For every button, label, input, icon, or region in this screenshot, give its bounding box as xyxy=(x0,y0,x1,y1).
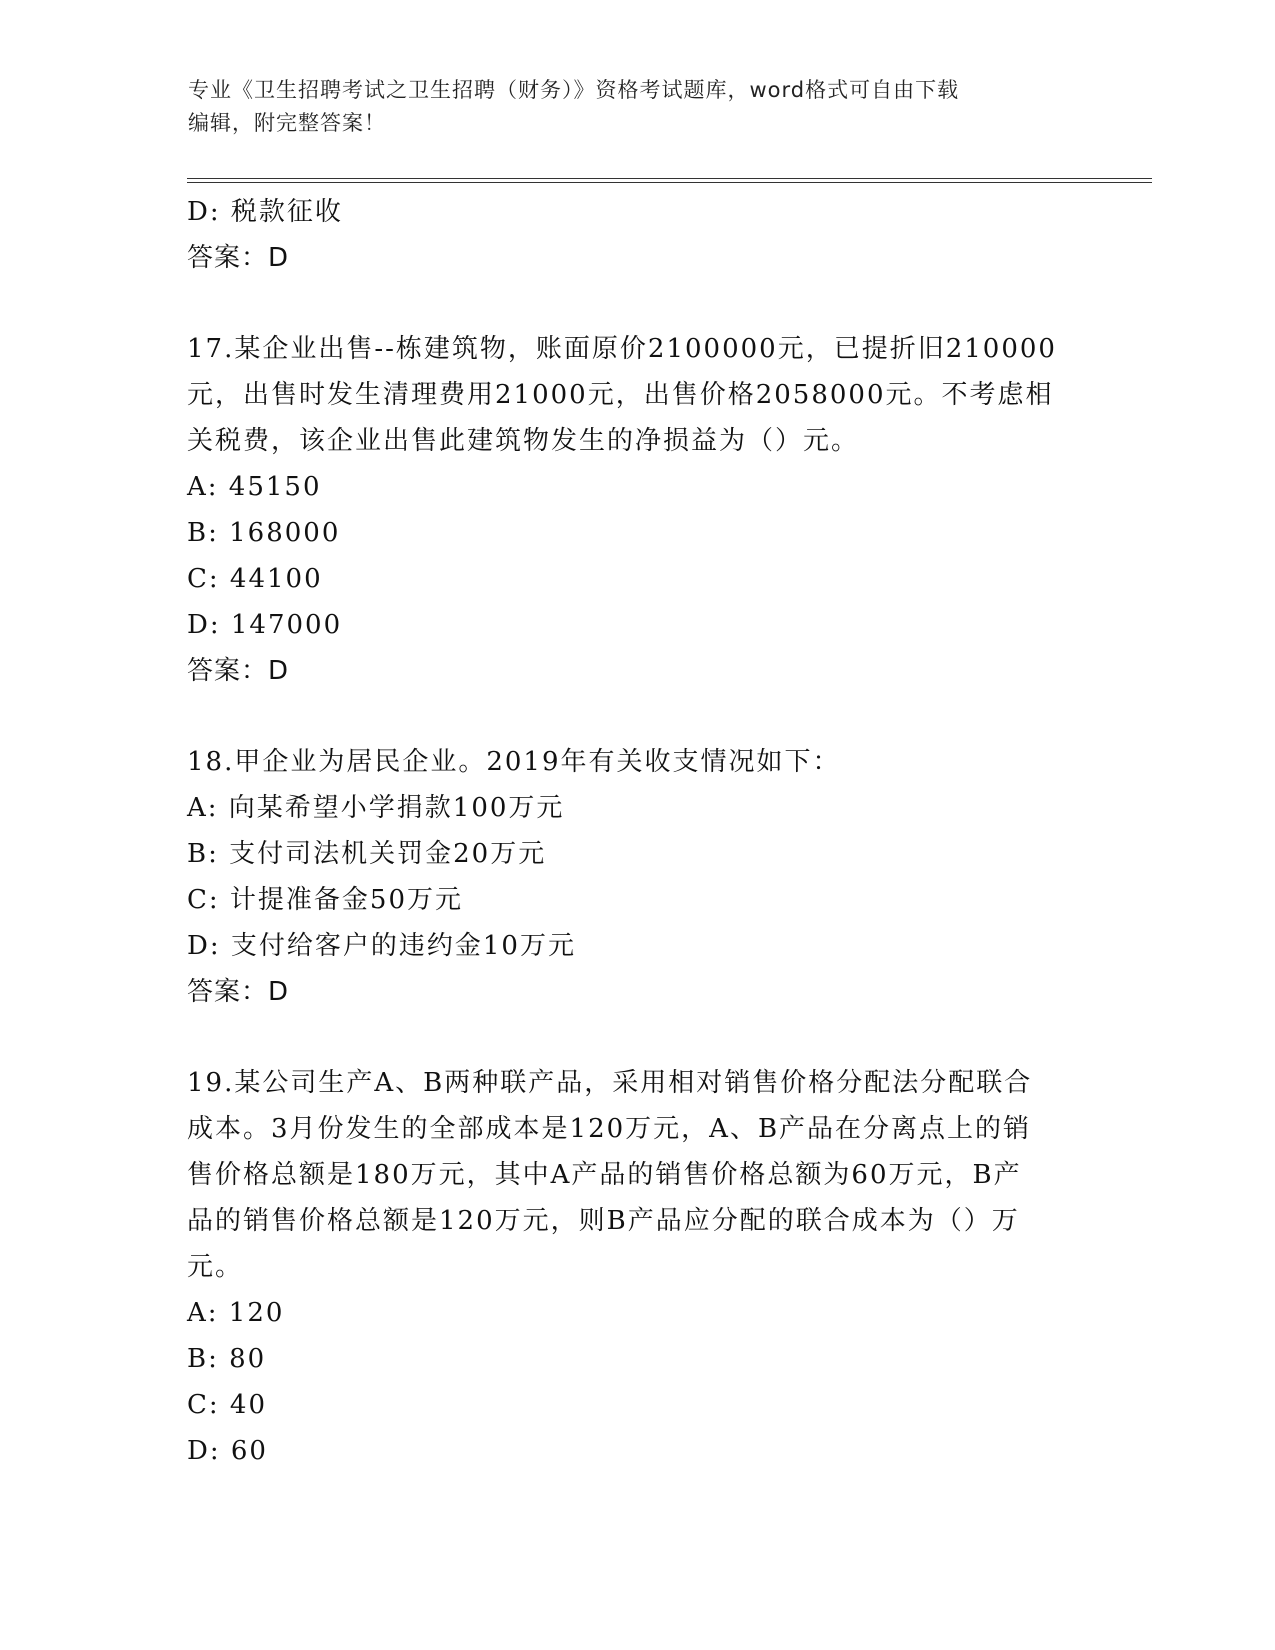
question-19 xyxy=(187,1060,1087,1474)
spacer xyxy=(187,694,1087,739)
question-19-option-d: D: 60 xyxy=(187,1436,268,1466)
question-19-text-line: 成本。3月份发生的全部成本是120万元，A、B产品在分离点上的销 xyxy=(187,1114,1032,1144)
question-18 xyxy=(187,739,1087,1015)
question-17-option-d: D: 147000 xyxy=(187,610,343,640)
question-19-option-b: B: 80 xyxy=(187,1344,267,1374)
question-18-option-c: C: 计提准备金50万元 xyxy=(187,885,464,915)
header-line-2: 编辑，附完整答案！ xyxy=(188,111,386,135)
question-18-option-a: A: 向某希望小学捐款100万元 xyxy=(187,793,565,823)
question-18-option-d: D: 支付给客户的违约金10万元 xyxy=(187,931,576,961)
question-content xyxy=(187,189,1087,1474)
page-header xyxy=(188,74,1068,140)
question-17-option-a: A: 45150 xyxy=(187,472,322,502)
question-17-text-line: 元，出售时发生清理费用21000元，出售价格2058000元。不考虑相 xyxy=(187,380,1054,410)
question-18-option-b: B: 支付司法机关罚金20万元 xyxy=(187,839,547,869)
question-19-text-line: 19.某公司生产A、B两种联产品，采用相对销售价格分配法分配联合 xyxy=(187,1068,1033,1098)
question-17 xyxy=(187,326,1087,694)
question-19-option-c: C: 40 xyxy=(187,1390,268,1420)
question-19-option-a: A: 120 xyxy=(187,1298,285,1328)
question-17-text-line: 关税费，该企业出售此建筑物发生的净损益为（）元。 xyxy=(187,426,860,456)
question-18-text-line: 18.甲企业为居民企业。2019年有关收支情况如下： xyxy=(187,747,841,777)
prev-option-d: D: 税款征收 xyxy=(187,197,343,227)
question-19-text-line: 售价格总额是180万元，其中A产品的销售价格总额为60万元，B产 xyxy=(187,1160,1022,1190)
spacer xyxy=(187,281,1087,326)
question-19-text-line: 元。 xyxy=(187,1252,244,1282)
question-17-option-b: B: 168000 xyxy=(187,518,341,548)
question-17-answer: 答案：D xyxy=(187,656,290,686)
spacer xyxy=(187,1015,1087,1060)
header-divider-bottom xyxy=(187,182,1152,183)
question-18-answer: 答案：D xyxy=(187,977,290,1007)
header-divider-top xyxy=(187,178,1152,179)
question-19-text-line: 品的销售价格总额是120万元，则B产品应分配的联合成本为（）万 xyxy=(187,1206,1020,1236)
question-17-option-c: C: 44100 xyxy=(187,564,323,594)
header-line-1: 专业《卫生招聘考试之卫生招聘（财务）》资格考试题库，word格式可自由下载 xyxy=(188,78,960,102)
prev-answer: 答案：D xyxy=(187,243,290,273)
question-17-text-line: 17.某企业出售--栋建筑物，账面原价2100000元，已提折旧210000 xyxy=(187,334,1057,364)
